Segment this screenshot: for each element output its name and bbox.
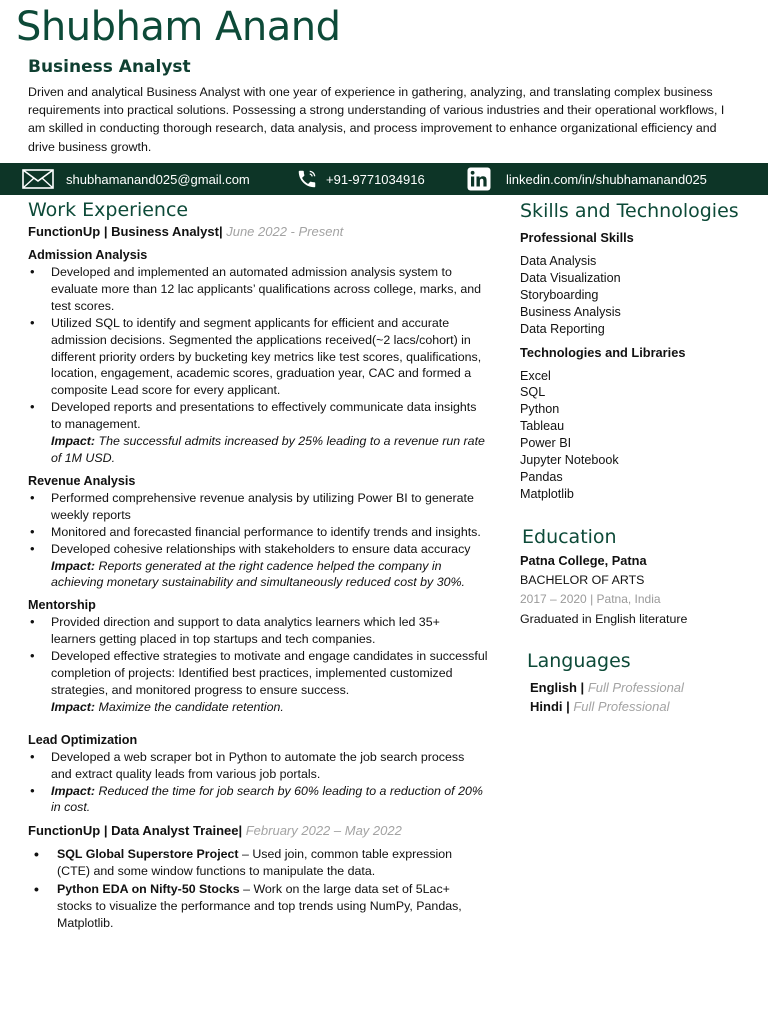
sidebar-column [520, 197, 760, 714]
professional-skills-list [520, 253, 760, 338]
project-name: SQL Global Superstore Project [57, 847, 239, 862]
email-contact[interactable] [22, 163, 250, 195]
bullet-list [28, 264, 488, 433]
impact-text: The successful admits increased by 25% leading to a revenue run rate of 1M USD. [51, 434, 485, 465]
list-item: • Developed effective strategies to motivate and engage candidates in successful completion of projects: Identified best practices, implemented customized strategies, and monitored progress to ensure success. [28, 648, 488, 699]
list-item: SQL [520, 385, 546, 400]
list-item: Data Analysis [520, 254, 597, 268]
list-item: Power BI [520, 436, 572, 451]
work-experience-title: Work Experience [28, 199, 189, 221]
degree: BACHELOR OF ARTS [520, 573, 645, 587]
list-item: • Developed cohesive relationships with stakeholders to ensure data accuracy [28, 541, 488, 558]
impact-statement [28, 699, 488, 716]
bullet-list [28, 614, 488, 699]
job-dates: June 2022 - Present [226, 224, 344, 239]
impact-label: Impact: [51, 783, 96, 798]
list-item: • Performed comprehensive revenue analysis by utilizing Power BI to generate weekly reports [28, 490, 488, 524]
list-item: Tableau [520, 419, 565, 434]
language-item [530, 697, 760, 716]
job-company-role: FunctionUp | Data Analyst Trainee| [28, 823, 243, 839]
education-note: Graduated in English literature [520, 612, 688, 626]
list-item: Pandas [520, 469, 563, 484]
tech-list [520, 368, 760, 503]
list-item: Storyboarding [520, 287, 599, 302]
list-item: • Developed a web scraper bot in Python to automate the job search process and extract quality leads from various job portals. [28, 749, 488, 783]
section-heading: Lead Optimization [28, 732, 138, 747]
candidate-role: Business Analyst [28, 57, 191, 77]
list-item: Jupyter Notebook [520, 453, 619, 468]
languages-list [530, 678, 760, 716]
language-name: English | [530, 680, 585, 695]
impact-label: Impact: [51, 699, 96, 714]
education-block [520, 552, 760, 629]
impact-text: Maximize the candidate retention. [95, 699, 284, 714]
project-desc: – Work on the large data set of 5Lac+ stocks to visualize the performance and top trends using NumPy, Pandas, Matplotlib. [57, 882, 462, 930]
impact-text: Reports generated at the right cadence helped the company in achieving monetary sustainability and simultaneously reduced cost by 30%. [51, 558, 465, 590]
language-item [530, 678, 760, 697]
list-item: Excel [520, 368, 551, 383]
list-item: Data Reporting [520, 321, 605, 336]
job-company-role: FunctionUp | Business Analyst| [28, 224, 223, 239]
section-heading: Mentorship [28, 598, 96, 613]
contact-bar [0, 163, 768, 195]
school-name: Patna College, Patna [520, 553, 647, 568]
phone-contact[interactable] [296, 163, 425, 195]
language-level: Full Professional [584, 680, 684, 695]
job-header-1 [28, 223, 488, 241]
language-name: Hindi | [530, 699, 570, 714]
impact-label: Impact: [51, 434, 96, 449]
section-heading: Admission Analysis [28, 248, 148, 262]
mail-icon [22, 169, 54, 189]
linkedin-text[interactable]: linkedin.com/in/shubhamanand025 [506, 171, 707, 187]
list-item: • Monitored and forecasted financial performance to identify trends and insights. [28, 524, 488, 541]
linkedin-contact[interactable] [467, 163, 707, 195]
phone-icon [296, 168, 318, 190]
project-item [28, 881, 488, 932]
email-text[interactable]: shubhamanand025@gmail.com [66, 171, 250, 187]
candidate-name: Shubham Anand [16, 4, 341, 50]
list-item: • Provided direction and support to data analytics learners which led 35+ learners getting placed in top startups and tech companies. [28, 614, 488, 648]
project-item [28, 846, 488, 880]
project-name: Python EDA on Nifty-50 Stocks [57, 882, 240, 897]
impact-text: Reduced the time for job search by 60% leading to a reduction of 20% in cost. [51, 783, 483, 815]
list-item: • Developed reports and presentations to effectively communicate data insights to management. [28, 399, 488, 433]
work-experience-column [28, 197, 488, 933]
linkedin-icon [467, 167, 491, 191]
impact-statement [28, 433, 488, 467]
list-item: Python [520, 402, 560, 417]
list-item: Data Visualization [520, 270, 621, 285]
project-list [28, 846, 488, 932]
job-dates: February 2022 – May 2022 [245, 823, 402, 839]
professional-skills-heading: Professional Skills [520, 230, 634, 245]
impact-label: Impact: [51, 558, 96, 573]
list-item: Matplotlib [520, 486, 574, 501]
profile-summary: Driven and analytical Business Analyst with one year of experience in gathering, analyzing, and translating complex business requirements into practical solutions. Possessing a strong understanding of various industries and their operational workflows, I am skilled in conducting thorough research, data analysis, and process improvement to enhance organizational efficiency and drive business growth. [28, 85, 725, 154]
impact-list-item [28, 783, 488, 817]
languages-title: Languages [527, 650, 631, 672]
job-header-2 [28, 822, 488, 840]
bullet-list [28, 490, 488, 558]
education-title: Education [522, 526, 617, 548]
impact-statement [28, 558, 488, 592]
bullet-list [28, 749, 488, 817]
list-item: • Utilized SQL to identify and segment applicants for efficient and accurate admission decisions. Segmented the applications received(~2 lacs/cohort) in different priority orders by bucketing key metrics like test scores, qualifications, location, engagement, academic scores, graduation year, CAC and formed a composite Lead score for every applicant. [28, 315, 488, 400]
skills-title: Skills and Technologies [520, 200, 739, 222]
phone-text[interactable]: +91-9771034916 [326, 171, 425, 187]
list-item: • Developed and implemented an automated admission analysis system to evaluate more than 12 lac applicants’ qualifications across college, marks, and test scores. [28, 264, 488, 315]
project-desc: – Used join, common table expression (CTE) and some window functions to manipulate the data. [57, 847, 453, 879]
tech-heading: Technologies and Libraries [520, 344, 686, 360]
section-heading: Revenue Analysis [28, 473, 136, 488]
language-level: Full Professional [569, 699, 670, 714]
education-meta: 2017 – 2020 | Patna, India [520, 592, 661, 606]
list-item: Business Analysis [520, 304, 621, 319]
